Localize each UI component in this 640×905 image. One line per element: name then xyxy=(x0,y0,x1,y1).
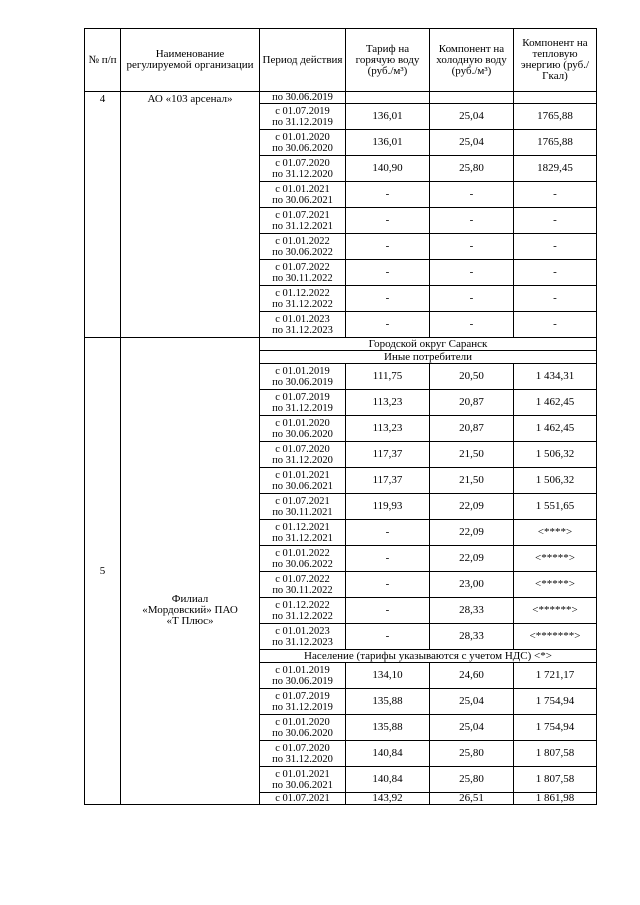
org-number: 5 xyxy=(85,338,121,805)
period-to: по 31.12.2019 xyxy=(272,116,333,128)
period-cell xyxy=(260,104,346,130)
period-to: по 31.12.2019 xyxy=(272,402,333,414)
cold-water-value: - xyxy=(430,234,514,260)
hot-water-value: 135,88 xyxy=(346,689,430,715)
period-cell xyxy=(260,494,346,520)
heat-value: 1 551,65 xyxy=(514,494,597,520)
hot-water-value: 117,37 xyxy=(346,442,430,468)
hot-water-value: 119,93 xyxy=(346,494,430,520)
section-row xyxy=(85,338,597,351)
heat-value: 1 861,98 xyxy=(514,793,597,805)
heat-value: - xyxy=(514,312,597,338)
period-from: с 01.07.2022 xyxy=(275,261,330,273)
period-cell xyxy=(260,312,346,338)
period-from: с 01.07.2022 xyxy=(275,573,330,585)
period-cell xyxy=(260,741,346,767)
cold-water-value: 28,33 xyxy=(430,598,514,624)
org-number: 4 xyxy=(85,92,121,338)
header-hot-water: Тариф на горячую воду (руб./м³) xyxy=(346,29,430,92)
period-to: по 30.06.2022 xyxy=(272,558,333,570)
period-from: с 01.07.2020 xyxy=(275,443,330,455)
heat-value: - xyxy=(514,208,597,234)
period-to: по 30.06.2020 xyxy=(272,727,333,739)
hot-water-value: - xyxy=(346,182,430,208)
period-from: с 01.07.2019 xyxy=(275,105,330,117)
period-cell xyxy=(260,416,346,442)
hot-water-value: - xyxy=(346,286,430,312)
period-to: по 30.06.2020 xyxy=(272,428,333,440)
period-cell xyxy=(260,468,346,494)
period-from: с 01.01.2021 xyxy=(275,768,330,780)
org-name-line: «Мордовский» ПАО xyxy=(142,603,238,616)
period-from: с 01.01.2020 xyxy=(275,716,330,728)
cold-water-value: 20,87 xyxy=(430,390,514,416)
period-to: по 30.11.2021 xyxy=(272,506,333,518)
period-from: с 01.07.2021 xyxy=(275,793,330,804)
hot-water-value: 134,10 xyxy=(346,663,430,689)
period-to: по 30.06.2021 xyxy=(272,194,333,206)
org-name: АО «103 арсенал» xyxy=(121,92,260,338)
hot-water-value xyxy=(346,92,430,104)
org-name-line: «Т Плюс» xyxy=(166,614,214,627)
hot-water-value: - xyxy=(346,572,430,598)
heat-value: 1765,88 xyxy=(514,130,597,156)
period-from: с 01.01.2020 xyxy=(275,417,330,429)
hot-water-value: - xyxy=(346,546,430,572)
period-cell xyxy=(260,663,346,689)
period-to: по 31.12.2022 xyxy=(272,610,333,622)
cold-water-value: - xyxy=(430,286,514,312)
heat-value: 1829,45 xyxy=(514,156,597,182)
heat-value: <*******> xyxy=(514,624,597,650)
header-period: Период действия xyxy=(260,29,346,92)
hot-water-value: 143,92 xyxy=(346,793,430,805)
cold-water-value: - xyxy=(430,260,514,286)
hot-water-value: 140,84 xyxy=(346,767,430,793)
heat-value: <*****> xyxy=(514,546,597,572)
period-from: с 01.07.2021 xyxy=(275,495,330,507)
hot-water-value: - xyxy=(346,208,430,234)
cold-water-value: 22,09 xyxy=(430,494,514,520)
org-name-line: Филиал xyxy=(171,592,209,605)
cold-water-value: 21,50 xyxy=(430,442,514,468)
period-to: по 31.12.2022 xyxy=(272,298,333,310)
period-cell xyxy=(260,208,346,234)
hot-water-value: - xyxy=(346,260,430,286)
heat-value: 1 807,58 xyxy=(514,767,597,793)
hot-water-value: 135,88 xyxy=(346,715,430,741)
period-from: с 01.01.2021 xyxy=(275,469,330,481)
table-header-row xyxy=(85,29,597,92)
cold-water-value: - xyxy=(430,182,514,208)
period-from: с 01.01.2022 xyxy=(275,547,330,559)
period-from: с 01.07.2019 xyxy=(275,391,330,403)
section-title: Городской округ Саранск xyxy=(260,338,597,351)
cold-water-value: 23,00 xyxy=(430,572,514,598)
period-cell xyxy=(260,767,346,793)
heat-value: 1 434,31 xyxy=(514,364,597,390)
period-to: по 31.12.2023 xyxy=(272,636,333,648)
heat-value: 1 721,17 xyxy=(514,663,597,689)
period-from: с 01.01.2023 xyxy=(275,625,330,637)
period-to: по 30.06.2020 xyxy=(272,142,333,154)
header-organization: Наименование регулируемой организации xyxy=(121,29,260,92)
period-from: по 30.06.2019 xyxy=(272,92,333,103)
period-to: по 30.11.2022 xyxy=(272,272,333,284)
cold-water-value: 25,80 xyxy=(430,741,514,767)
consumer-group-label: Иные потребители xyxy=(260,351,597,364)
heat-value: <****> xyxy=(514,520,597,546)
period-cell xyxy=(260,92,346,104)
period-from: с 01.12.2021 xyxy=(275,521,330,533)
period-to: по 31.12.2021 xyxy=(272,220,333,232)
period-to: по 30.06.2021 xyxy=(272,480,333,492)
hot-water-value: 113,23 xyxy=(346,390,430,416)
period-to: по 30.06.2021 xyxy=(272,779,333,791)
cold-water-value: 22,09 xyxy=(430,546,514,572)
period-from: с 01.12.2022 xyxy=(275,599,330,611)
period-cell xyxy=(260,260,346,286)
period-from: с 01.01.2019 xyxy=(275,365,330,377)
heat-value: 1 462,45 xyxy=(514,416,597,442)
heat-value: - xyxy=(514,286,597,312)
period-cell xyxy=(260,793,346,805)
cold-water-value: 25,04 xyxy=(430,104,514,130)
cold-water-value: - xyxy=(430,208,514,234)
period-to: по 30.06.2019 xyxy=(272,376,333,388)
cold-water-value: 20,50 xyxy=(430,364,514,390)
header-cold-water: Компонент на холодную воду (руб./м³) xyxy=(430,29,514,92)
heat-value: 1 506,32 xyxy=(514,468,597,494)
period-from: с 01.07.2020 xyxy=(275,157,330,169)
period-cell xyxy=(260,624,346,650)
hot-water-value: 117,37 xyxy=(346,468,430,494)
period-to: по 31.12.2020 xyxy=(272,753,333,765)
period-to: по 31.12.2019 xyxy=(272,701,333,713)
cold-water-value: 26,51 xyxy=(430,793,514,805)
period-from: с 01.01.2021 xyxy=(275,183,330,195)
hot-water-value: 140,90 xyxy=(346,156,430,182)
period-to: по 31.12.2021 xyxy=(272,532,333,544)
period-to: по 30.11.2022 xyxy=(272,584,333,596)
period-cell xyxy=(260,130,346,156)
hot-water-value: 111,75 xyxy=(346,364,430,390)
hot-water-value: - xyxy=(346,624,430,650)
period-from: с 01.12.2022 xyxy=(275,287,330,299)
period-from: с 01.07.2020 xyxy=(275,742,330,754)
heat-value: <*****> xyxy=(514,572,597,598)
heat-value: 1 462,45 xyxy=(514,390,597,416)
cold-water-value: 25,04 xyxy=(430,130,514,156)
period-cell xyxy=(260,390,346,416)
period-cell xyxy=(260,598,346,624)
heat-value: - xyxy=(514,234,597,260)
header-num: № п/п xyxy=(85,29,121,92)
period-cell xyxy=(260,234,346,260)
heat-value: 1 807,58 xyxy=(514,741,597,767)
hot-water-value: - xyxy=(346,598,430,624)
hot-water-value: - xyxy=(346,312,430,338)
cold-water-value: 21,50 xyxy=(430,468,514,494)
period-cell xyxy=(260,572,346,598)
period-cell xyxy=(260,546,346,572)
period-to: по 31.12.2020 xyxy=(272,168,333,180)
heat-value: 1 754,94 xyxy=(514,689,597,715)
period-from: с 01.01.2020 xyxy=(275,131,330,143)
hot-water-value: - xyxy=(346,520,430,546)
period-to: по 30.06.2022 xyxy=(272,246,333,258)
heat-value: 1 506,32 xyxy=(514,442,597,468)
period-from: с 01.01.2022 xyxy=(275,235,330,247)
period-from: с 01.07.2019 xyxy=(275,690,330,702)
heat-value: <******> xyxy=(514,598,597,624)
hot-water-value: - xyxy=(346,234,430,260)
tariff-table-page xyxy=(84,28,596,805)
period-cell xyxy=(260,182,346,208)
cold-water-value: 25,04 xyxy=(430,689,514,715)
table-row xyxy=(85,92,597,104)
cold-water-value: 20,87 xyxy=(430,416,514,442)
cold-water-value: 24,60 xyxy=(430,663,514,689)
hot-water-value: 136,01 xyxy=(346,104,430,130)
period-cell xyxy=(260,286,346,312)
hot-water-value: 136,01 xyxy=(346,130,430,156)
header-heat: Компонент на тепловую энергию (руб./Гкал) xyxy=(514,29,597,92)
period-cell xyxy=(260,364,346,390)
cold-water-value: 28,33 xyxy=(430,624,514,650)
heat-value: - xyxy=(514,182,597,208)
period-cell xyxy=(260,689,346,715)
period-from: с 01.01.2019 xyxy=(275,664,330,676)
period-from: с 01.01.2023 xyxy=(275,313,330,325)
heat-value: 1765,88 xyxy=(514,104,597,130)
period-cell xyxy=(260,156,346,182)
period-from: с 01.07.2021 xyxy=(275,209,330,221)
cold-water-value: 25,80 xyxy=(430,767,514,793)
hot-water-value: 140,84 xyxy=(346,741,430,767)
cold-water-value: 25,04 xyxy=(430,715,514,741)
heat-value xyxy=(514,92,597,104)
org-name xyxy=(121,338,260,805)
period-cell xyxy=(260,715,346,741)
period-cell xyxy=(260,442,346,468)
cold-water-value xyxy=(430,92,514,104)
cold-water-value: 25,80 xyxy=(430,156,514,182)
period-to: по 31.12.2023 xyxy=(272,324,333,336)
period-to: по 31.12.2020 xyxy=(272,454,333,466)
heat-value: - xyxy=(514,260,597,286)
period-cell xyxy=(260,520,346,546)
period-to: по 30.06.2019 xyxy=(272,675,333,687)
cold-water-value: 22,09 xyxy=(430,520,514,546)
consumer-group-label: Население (тарифы указываются с учетом НДС) <*> xyxy=(260,650,597,663)
hot-water-value: 113,23 xyxy=(346,416,430,442)
cold-water-value: - xyxy=(430,312,514,338)
tariff-table xyxy=(84,28,597,805)
heat-value: 1 754,94 xyxy=(514,715,597,741)
